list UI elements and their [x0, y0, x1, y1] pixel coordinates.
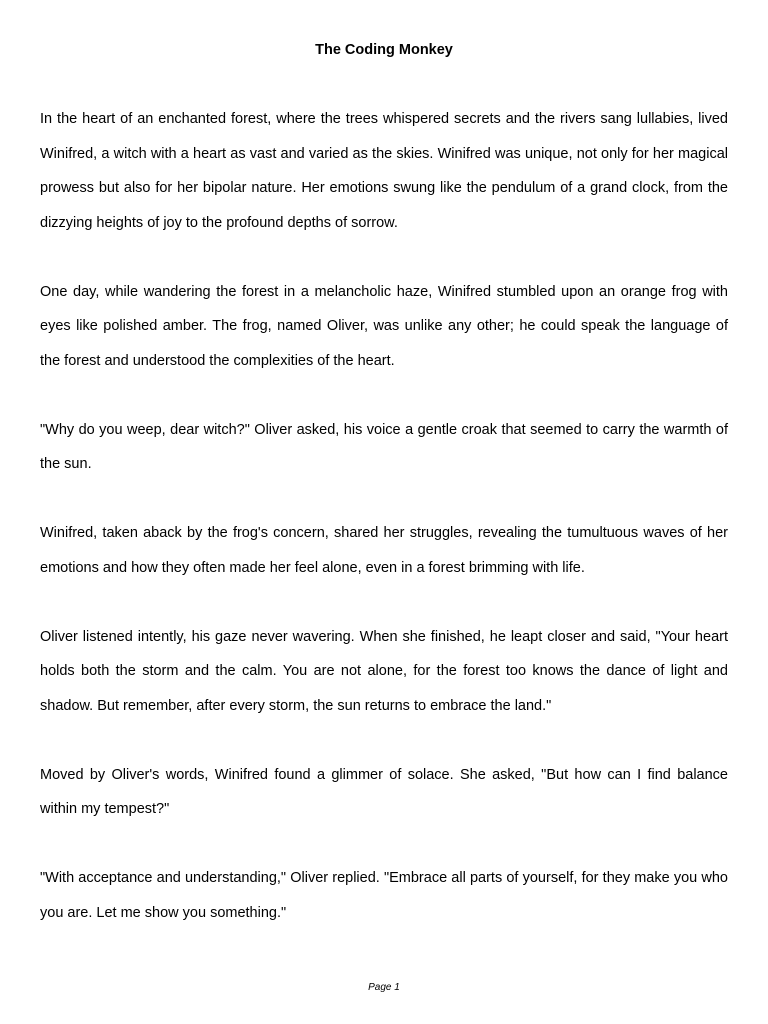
paragraph-1: In the heart of an enchanted forest, where the trees whispered secrets and the rivers sang lullabies, lived Winifred, a witch with a heart as vast and varied as the skies. Winifred was unique, not only for her magical prowess but also for her bipolar nature. Her emotions swung like the pendulum of a grand clock, from the dizzying heights of joy to the profound depths of sorrow. [40, 111, 728, 231]
page-title: The Coding Monkey [315, 42, 453, 58]
paragraph-6: Moved by Oliver's words, Winifred found a glimmer of solace. She asked, "But how can I find balance within my tempest?" [40, 766, 728, 817]
paragraph-7: "With acceptance and understanding," Oliver replied. "Embrace all parts of yourself, for they make you who you are. Let me show you something." [40, 870, 728, 921]
paragraph-3: "Why do you weep, dear witch?" Oliver asked, his voice a gentle croak that seemed to carry the warmth of the sun. [40, 421, 728, 472]
document-body [40, 102, 728, 965]
page-number: Page 1 [368, 982, 400, 993]
paragraph-4: Winifred, taken aback by the frog's concern, shared her struggles, revealing the tumultuous waves of her emotions and how they often made her feel alone, even in a forest brimming with life. [40, 525, 728, 576]
paragraph-2: One day, while wandering the forest in a melancholic haze, Winifred stumbled upon an orange frog with eyes like polished amber. The frog, named Oliver, was unlike any other; he could speak the language of the forest and understood the complexities of the heart. [40, 283, 728, 369]
paragraph-5: Oliver listened intently, his gaze never wavering. When she finished, he leapt closer and said, "Your heart holds both the storm and the calm. You are not alone, for the forest too knows the dance of light and shadow. But remember, after every storm, the sun returns to embrace the land." [40, 628, 728, 714]
